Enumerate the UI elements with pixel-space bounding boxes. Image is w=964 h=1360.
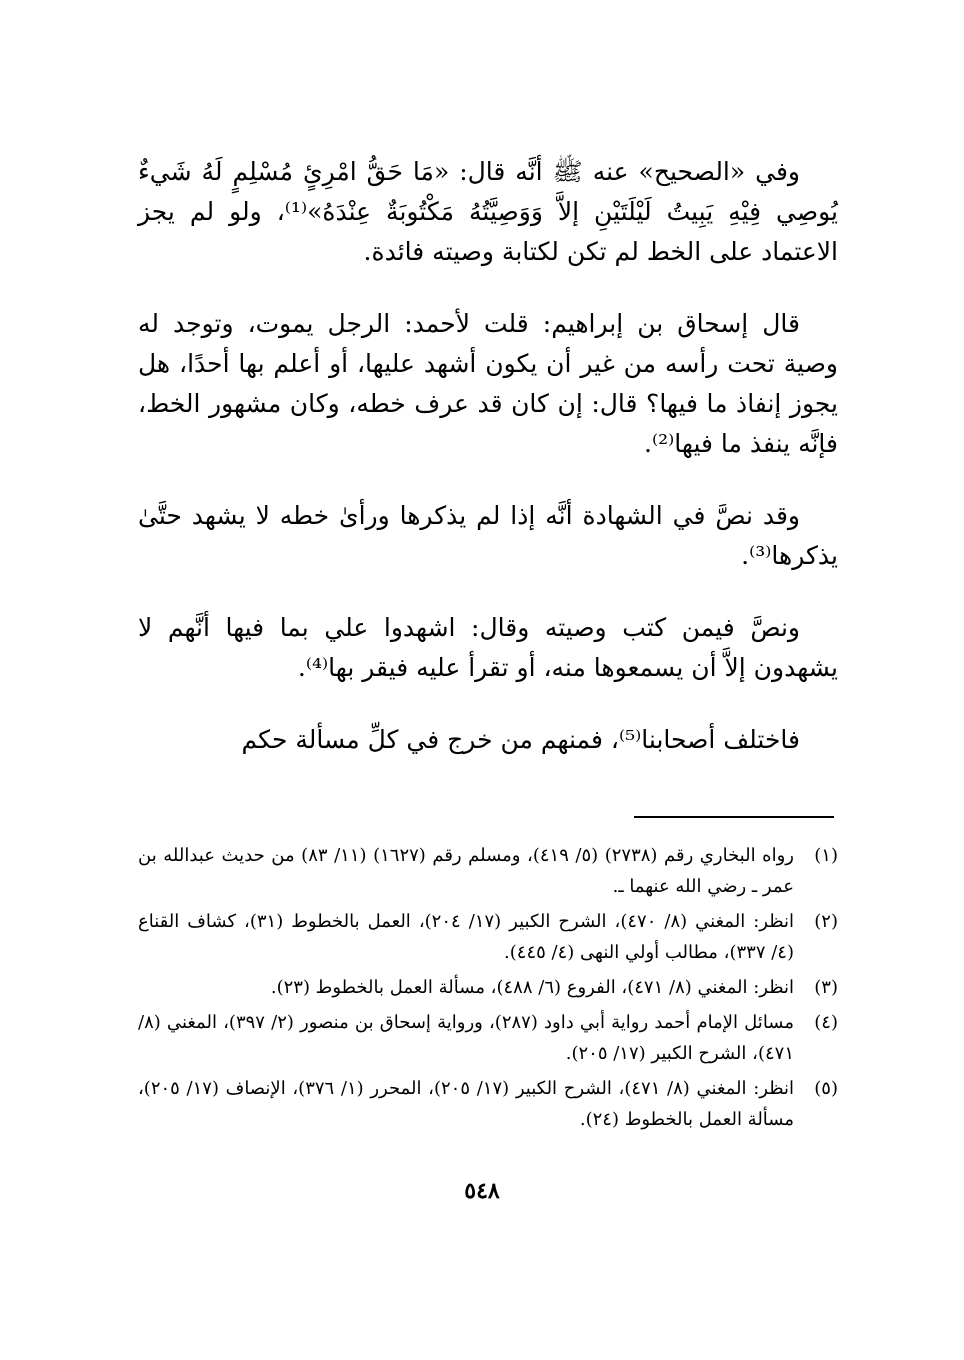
footnote-item bbox=[138, 840, 838, 902]
paragraph-hadith: وفي «الصحيح» عنه ﷺ أنَّه قال: «مَا حَقُّ امْرِئٍ مُسْلِمٍ لَهُ شَيءٌ يُوصِي فِيْهِ يَبِيتُ لَيْلَتَيْنِ إلاَّ وَوَصِيَّتُهُ مَكْتُوبَةٌ عِنْدَهُ»⁽¹⁾، ولو لم يجز الاعتماد على الخط لم تكن لكتابة وصيته فائدة. bbox=[138, 157, 838, 266]
paragraph-testimony: وقد نصَّ في الشهادة أنَّه إذا لم يذكرها ورأىٰ خطه لا يشهد حتَّىٰ يذكرها⁽³⁾. bbox=[138, 501, 838, 570]
footnote-item bbox=[138, 1007, 838, 1069]
main-text-body bbox=[138, 152, 838, 760]
footnote-text: انظر: المغني (٨/ ٤٧٠)، الشرح الكبير (١٧/ ٢٠٤)، العمل بالخطوط (٣١)، كشاف القناع (٤/ ٣٣٧)، مطالب أولي النهى (٤/ ٤٤٥). bbox=[138, 911, 794, 963]
footnote-text: انظر: المغني (٨/ ٤٧١)، الفروع (٦/ ٤٨٨)، مسألة العمل بالخطوط (٢٣). bbox=[270, 977, 794, 998]
footnote-item bbox=[138, 906, 838, 968]
footnote-number: (١) bbox=[814, 845, 838, 866]
footnote-number: (٢) bbox=[814, 911, 838, 932]
footnotes-section bbox=[138, 840, 838, 1139]
footnote-number: (٣) bbox=[814, 977, 838, 998]
footnote-text: مسائل الإمام أحمد رواية أبي داود (٢٨٧)، ورواية إسحاق بن منصور (٢/ ٣٩٧)، المغني (٨/ ٤٧١)، الشرح الكبير (١٧/ ٢٠٥). bbox=[138, 1012, 794, 1064]
footnote-text: رواه البخاري رقم (٢٧٣٨) (٥/ ٤١٩)، ومسلم رقم (١٦٢٧) (١١/ ٨٣) من حديث عبدالله بن عمر ـ رضي الله عنهما ـ. bbox=[138, 845, 794, 897]
paragraph-ishaq-question: قال إسحاق بن إبراهيم: قلت لأحمد: الرجل يموت، وتوجد له وصية تحت رأسه من غير أن يكون أشهد عليها، أو أعلم بها أحدًا، هل يجوز إنفاذ ما فيها؟ قال: إن كان قد عرف خطه، وكان مشهور الخط، فإنَّه ينفذ ما فيها⁽²⁾. bbox=[138, 309, 838, 458]
page-number: ٥٤٨ bbox=[464, 1178, 500, 1204]
footnote-text: انظر: المغني (٨/ ٤٧١)، الشرح الكبير (١٧/ ٢٠٥)، المحرر (١/ ٣٧٦)، الإنصاف (١٧/ ٢٠٥)، مسألة العمل بالخطوط (٢٤). bbox=[138, 1078, 794, 1130]
paragraph-companions: فاختلف أصحابنا⁽⁵⁾، فمنهم من خرج في كلِّ مسألة حكم bbox=[241, 725, 800, 754]
footnote-number: (٥) bbox=[814, 1078, 838, 1099]
paragraph-will-witness: ونصَّ فيمن كتب وصيته وقال: اشهدوا علي بما فيها أنَّهم لا يشهدون إلاَّ أن يسمعوها منه، أو تقرأ عليه فيقر بها⁽⁴⁾. bbox=[138, 613, 838, 682]
footnote-item bbox=[138, 1073, 838, 1135]
footnote-item bbox=[138, 972, 838, 1003]
footnote-number: (٤) bbox=[814, 1012, 838, 1033]
footnote-divider bbox=[634, 816, 834, 818]
